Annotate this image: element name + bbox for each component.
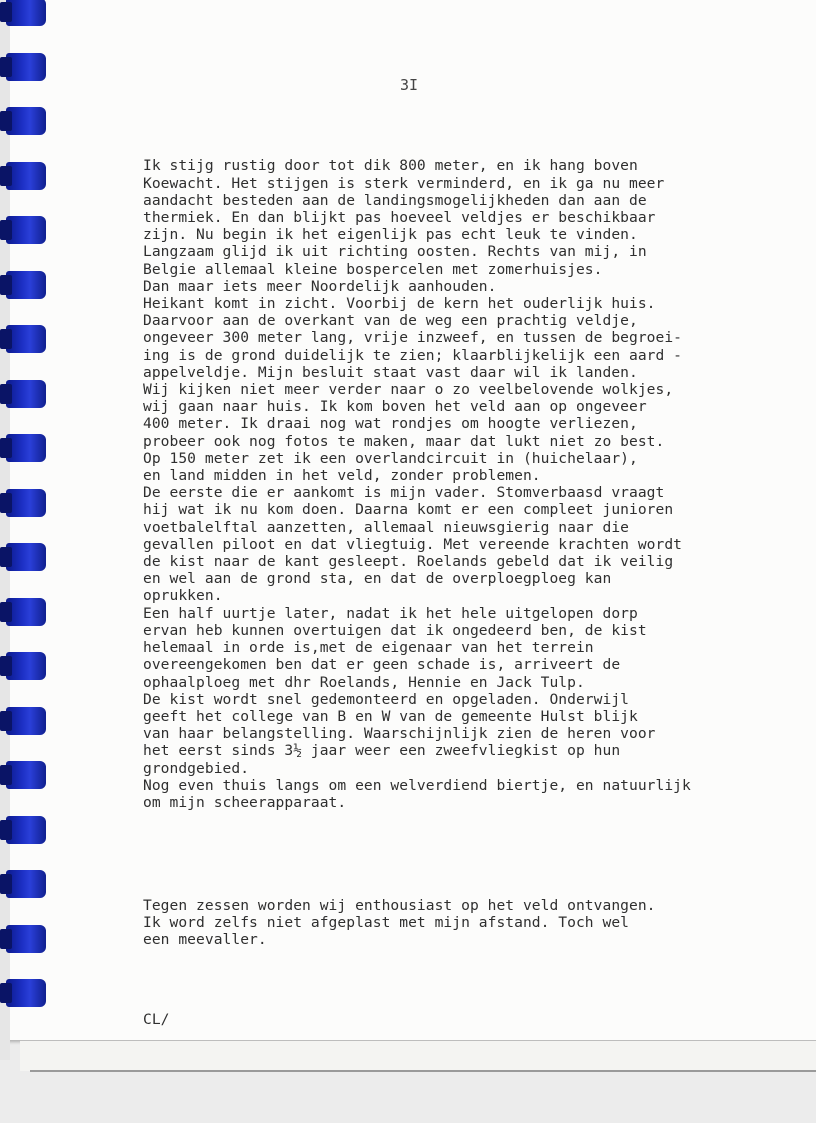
binding-coil <box>6 707 46 735</box>
binding-coil <box>6 925 46 953</box>
text-line: probeer ook nog fotos te maken, maar dat lukt niet zo best. <box>143 432 665 450</box>
text-line: hij wat ik nu kom doen. Daarna komt er een compleet junioren <box>143 501 674 519</box>
signature: CL/ <box>143 1010 170 1028</box>
text-line: Dan maar iets meer Noordelijk aanhouden. <box>143 277 497 295</box>
text-line: Nog even thuis langs om een welverdiend biertje, en natuurlijk <box>143 776 691 794</box>
text-line: De kist wordt snel gedemonteerd en opgeladen. Onderwijl <box>143 690 629 708</box>
text-line: geeft het college van B en W van de gemeente Hulst blijk <box>143 707 638 725</box>
text-line: helemaal in orde is,met de eigenaar van het terrein <box>143 639 594 657</box>
text-line: het eerst sinds 3½ jaar weer een zweefvliegkist op hun <box>143 742 621 760</box>
binding-coil <box>6 107 46 135</box>
paragraph-2 <box>143 897 783 949</box>
text-line: Daarvoor aan de overkant van de weg een prachtig veldje, <box>143 312 638 330</box>
binding-coil <box>6 489 46 517</box>
text-line: van haar belangstelling. Waarschijnlijk zien de heren voor <box>143 725 656 743</box>
text-line: oprukken. <box>143 587 223 605</box>
text-line: De eerste die er aankomt is mijn vader. Stomverbaasd vraagt <box>143 484 665 502</box>
binding-coil <box>6 598 46 626</box>
binding-coil <box>6 216 46 244</box>
binding-coil <box>6 380 46 408</box>
binding-coil <box>6 543 46 571</box>
text-line: Langzaam glijd ik uit richting oosten. Rechts van mij, in <box>143 243 647 261</box>
text-line: 400 meter. Ik draai nog wat rondjes om hoogte verliezen, <box>143 415 638 433</box>
text-line: voetbalelftal aanzetten, allemaal nieuwsgierig naar die <box>143 518 629 536</box>
text-line: ophaalploeg met dhr Roelands, Hennie en Jack Tulp. <box>143 673 585 691</box>
text-line: en wel aan de grond sta, en dat de overploegploeg kan <box>143 570 612 588</box>
text-line: Ik word zelfs niet afgeplast met mijn afstand. Toch wel <box>143 914 629 932</box>
binding-coil <box>6 271 46 299</box>
text-line: Belgie allemaal kleine bospercelen met zomerhuisjes. <box>143 260 603 278</box>
paragraph-1 <box>143 157 783 811</box>
text-line: zijn. Nu begin ik het eigenlijk pas echt leuk te vinden. <box>143 226 638 244</box>
text-line: ongeveer 300 meter lang, vrije inzweef, en tussen de begroei- <box>143 329 683 347</box>
text-line: ing is de grond duidelijk te zien; klaarblijkelijk een aard - <box>143 346 683 364</box>
text-line: de kist naar de kant gesleept. Roelands gebeld dat ik veilig <box>143 553 674 571</box>
binding-coil <box>6 434 46 462</box>
page-number: 3I <box>400 76 419 94</box>
text-line: wij gaan naar huis. Ik kom boven het veld aan op ongeveer <box>143 398 647 416</box>
binding-coil <box>6 652 46 680</box>
underlying-sheet <box>20 1040 816 1071</box>
text-line: appelveldje. Mijn besluit staat vast daar wil ik landen. <box>143 363 638 381</box>
body-text <box>143 123 783 1063</box>
text-line: en land midden in het veld, zonder problemen. <box>143 467 541 485</box>
text-line: Wij kijken niet meer verder naar o zo veelbelovende wolkjes, <box>143 381 674 399</box>
binding-coil <box>6 816 46 844</box>
text-line: overeengekomen ben dat er geen schade is, arriveert de <box>143 656 621 674</box>
binding-coil <box>6 0 46 26</box>
text-line: Koewacht. Het stijgen is sterk verminderd, en ik ga nu meer <box>143 174 665 192</box>
text-line: gevallen piloot en dat vliegtuig. Met vereende krachten wordt <box>143 535 683 553</box>
text-line: om mijn scheerapparaat. <box>143 793 347 811</box>
text-line: een meevaller. <box>143 931 267 949</box>
text-line: grondgebied. <box>143 759 250 777</box>
text-line: Ik stijg rustig door tot dik 800 meter, en ik hang boven <box>143 157 638 175</box>
underlying-sheet-edge <box>30 1070 816 1072</box>
text-line: Heikant komt in zicht. Voorbij de kern het ouderlijk huis. <box>143 295 656 313</box>
binding-spine <box>0 0 10 1060</box>
text-line: aandacht besteden aan de landingsmogelijkheden dan aan de <box>143 191 647 209</box>
text-line: Op 150 meter zet ik een overlandcircuit in (huichelaar), <box>143 449 638 467</box>
text-line: Een half uurtje later, nadat ik het hele uitgelopen dorp <box>143 604 638 622</box>
text-line: Tegen zessen worden wij enthousiast op het veld ontvangen. <box>143 896 656 914</box>
binding-coil <box>6 53 46 81</box>
binding-coil <box>6 325 46 353</box>
text-line: ervan heb kunnen overtuigen dat ik ongedeerd ben, de kist <box>143 621 647 639</box>
binding-coil <box>6 162 46 190</box>
text-line: thermiek. En dan blijkt pas hoeveel veldjes er beschikbaar <box>143 209 656 227</box>
binding-coil <box>6 761 46 789</box>
binding-coil <box>6 870 46 898</box>
binding-coil <box>6 979 46 1007</box>
